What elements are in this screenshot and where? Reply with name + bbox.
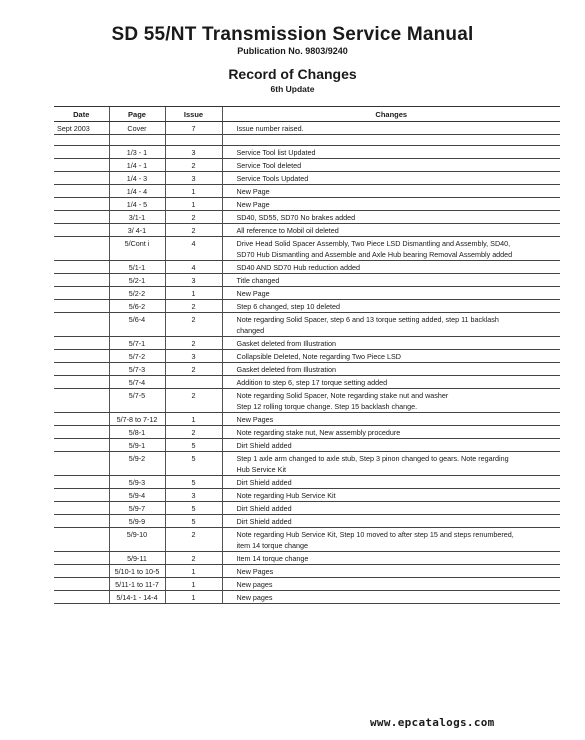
change-line: New Pages xyxy=(236,415,274,424)
change-line: New pages xyxy=(236,580,273,589)
table-row xyxy=(54,337,560,350)
page-cell: 5/9-4 xyxy=(109,489,165,502)
table-row xyxy=(54,426,560,439)
issue-cell: 1 xyxy=(165,287,222,300)
table-row xyxy=(54,300,560,313)
issue-cell: 1 xyxy=(165,185,222,198)
table-row xyxy=(54,261,560,274)
page-cell: 5/9-9 xyxy=(109,515,165,528)
page-cell: 5/9-11 xyxy=(109,552,165,565)
changes-cell xyxy=(222,146,560,159)
issue-cell: 2 xyxy=(165,389,222,413)
date-cell xyxy=(54,376,109,389)
date-cell xyxy=(54,237,109,261)
date-cell xyxy=(54,300,109,313)
issue-cell: 2 xyxy=(165,211,222,224)
issue-cell: 2 xyxy=(165,159,222,172)
table-row xyxy=(54,287,560,300)
changes-cell xyxy=(222,376,560,389)
table-row xyxy=(54,350,560,363)
table-row xyxy=(54,237,560,261)
changes-cell xyxy=(222,591,560,604)
date-cell xyxy=(54,287,109,300)
changes-cell xyxy=(222,211,560,224)
changes-cell xyxy=(222,274,560,287)
change-line: New Page xyxy=(236,200,270,209)
issue-cell xyxy=(165,135,222,146)
table-row xyxy=(54,313,560,337)
column-header-page: Page xyxy=(109,107,165,122)
table-row xyxy=(54,159,560,172)
table-row xyxy=(54,452,560,476)
change-line: changed xyxy=(236,326,265,335)
change-line: Addition to step 6, step 17 torque setting added xyxy=(236,378,388,387)
page-cell: 5/7-1 xyxy=(109,337,165,350)
change-line: SD40, SD55, SD70 No brakes added xyxy=(236,213,356,222)
column-header-date: Date xyxy=(54,107,109,122)
page-cell: 5/7-2 xyxy=(109,350,165,363)
table-header-row xyxy=(54,107,560,122)
section-title: Record of Changes xyxy=(228,66,357,82)
column-header-issue: Issue xyxy=(165,107,222,122)
issue-cell: 2 xyxy=(165,552,222,565)
table-row xyxy=(54,565,560,578)
date-cell xyxy=(54,565,109,578)
change-line: Step 12 rolling torque change. Step 15 backlash change. xyxy=(236,402,418,411)
date-cell xyxy=(54,261,109,274)
issue-cell: 7 xyxy=(165,122,222,135)
changes-cell xyxy=(222,198,560,211)
date-cell xyxy=(54,313,109,337)
column-header-changes: Changes xyxy=(222,107,560,122)
date-cell xyxy=(54,389,109,413)
table-row xyxy=(54,515,560,528)
date-cell xyxy=(54,350,109,363)
date-cell xyxy=(54,211,109,224)
changes-cell xyxy=(222,489,560,502)
date-cell xyxy=(54,439,109,452)
change-line: Service Tool list Updated xyxy=(236,148,316,157)
issue-cell: 3 xyxy=(165,146,222,159)
changes-cell xyxy=(222,300,560,313)
change-line: Gasket deleted from Illustration xyxy=(236,365,336,374)
changes-cell xyxy=(222,135,560,146)
change-line: All reference to Mobil oil deleted xyxy=(236,226,339,235)
page-cell: 1/4 - 4 xyxy=(109,185,165,198)
change-line: Note regarding Solid Spacer, Note regarding stake nut and washer xyxy=(236,391,449,400)
issue-cell: 1 xyxy=(165,198,222,211)
changes-cell xyxy=(222,313,560,337)
table-row xyxy=(54,413,560,426)
page-cell: 5/9-1 xyxy=(109,439,165,452)
change-line: Service Tools Updated xyxy=(236,174,309,183)
changes-cell xyxy=(222,452,560,476)
page-cell: 5/2-1 xyxy=(109,274,165,287)
page-cell: 5/7-4 xyxy=(109,376,165,389)
issue-cell: 3 xyxy=(165,350,222,363)
table-row xyxy=(54,552,560,565)
date-cell xyxy=(54,198,109,211)
issue-cell: 2 xyxy=(165,426,222,439)
issue-cell: 3 xyxy=(165,172,222,185)
date-cell xyxy=(54,146,109,159)
change-line: Dirt Shield added xyxy=(236,441,292,450)
table-row xyxy=(54,198,560,211)
change-line: Service Tool deleted xyxy=(236,161,302,170)
date-cell xyxy=(54,578,109,591)
change-line: New pages xyxy=(236,593,273,602)
page-cell: 5/7-3 xyxy=(109,363,165,376)
issue-cell: 2 xyxy=(165,300,222,313)
page-cell: 5/9-3 xyxy=(109,476,165,489)
issue-cell: 1 xyxy=(165,578,222,591)
table-row xyxy=(54,591,560,604)
changes-cell xyxy=(222,363,560,376)
changes-table xyxy=(54,106,560,604)
table-row xyxy=(54,172,560,185)
change-line: Dirt Shield added xyxy=(236,517,292,526)
issue-cell: 4 xyxy=(165,237,222,261)
changes-cell xyxy=(222,261,560,274)
change-line: Drive Head Solid Spacer Assembly, Two Piece LSD Dismantling and Assembly, SD40, xyxy=(236,239,511,248)
page-cell: 5/9-10 xyxy=(109,528,165,552)
change-line: Note regarding Hub Service Kit xyxy=(236,491,336,500)
page-cell: 1/4 - 5 xyxy=(109,198,165,211)
table-row xyxy=(54,528,560,552)
page-cell: 5/6-4 xyxy=(109,313,165,337)
changes-cell xyxy=(222,565,560,578)
changes-cell xyxy=(222,528,560,552)
issue-cell: 2 xyxy=(165,313,222,337)
table-row xyxy=(54,122,560,135)
changes-cell xyxy=(222,439,560,452)
changes-cell xyxy=(222,159,560,172)
page-cell: 3/1-1 xyxy=(109,211,165,224)
change-line: SD40 AND SD70 Hub reduction added xyxy=(236,263,360,272)
change-line: Note regarding stake nut, New assembly procedure xyxy=(236,428,401,437)
date-cell xyxy=(54,476,109,489)
change-line: Collapsible Deleted, Note regarding Two Piece LSD xyxy=(236,352,401,361)
change-line: SD70 Hub Dismantling and Assemble and Axle Hub bearing Removal Assembly added xyxy=(236,250,513,259)
changes-cell xyxy=(222,172,560,185)
page-cell: 5/7-5 xyxy=(109,389,165,413)
date-cell xyxy=(54,426,109,439)
changes-cell xyxy=(222,426,560,439)
table-row xyxy=(54,439,560,452)
issue-cell: 5 xyxy=(165,476,222,489)
date-cell xyxy=(54,159,109,172)
date-cell xyxy=(54,591,109,604)
date-cell xyxy=(54,135,109,146)
table-row xyxy=(54,489,560,502)
changes-cell xyxy=(222,515,560,528)
page-cell: 5/8-1 xyxy=(109,426,165,439)
changes-cell xyxy=(222,224,560,237)
table-row xyxy=(54,578,560,591)
date-cell xyxy=(54,172,109,185)
issue-cell: 1 xyxy=(165,413,222,426)
page-cell: 5/9-7 xyxy=(109,502,165,515)
page-cell: 5/1-1 xyxy=(109,261,165,274)
changes-cell xyxy=(222,413,560,426)
page-cell: 5/10-1 to 10-5 xyxy=(109,565,165,578)
page-cell: 5/6-2 xyxy=(109,300,165,313)
change-line: New Page xyxy=(236,187,270,196)
date-cell xyxy=(54,515,109,528)
issue-cell: 2 xyxy=(165,363,222,376)
changes-cell xyxy=(222,237,560,261)
date-cell xyxy=(54,224,109,237)
change-line: New Pages xyxy=(236,567,274,576)
update-label: 6th Update xyxy=(270,84,315,94)
date-cell xyxy=(54,337,109,350)
website-watermark: www.epcatalogs.com xyxy=(370,716,495,729)
date-cell: Sept 2003 xyxy=(54,122,109,135)
table-row xyxy=(54,224,560,237)
page-cell: 5/2-2 xyxy=(109,287,165,300)
table-body xyxy=(54,122,560,604)
table-row xyxy=(54,502,560,515)
change-line: Step 1 axle arm changed to axle stub, Step 3 pinon changed to gears. Note regarding xyxy=(236,454,509,463)
date-cell xyxy=(54,452,109,476)
change-line: Title changed xyxy=(236,276,280,285)
page-cell: 1/4 - 3 xyxy=(109,172,165,185)
date-cell xyxy=(54,552,109,565)
changes-cell xyxy=(222,122,560,135)
issue-cell: 1 xyxy=(165,565,222,578)
issue-cell xyxy=(165,376,222,389)
page-cell: 5/14-1 - 14-4 xyxy=(109,591,165,604)
table-row xyxy=(54,146,560,159)
table-row xyxy=(54,476,560,489)
table-row xyxy=(54,363,560,376)
change-line: item 14 torque change xyxy=(236,541,309,550)
publication-number: Publication No. 9803/9240 xyxy=(237,46,348,56)
issue-cell: 5 xyxy=(165,502,222,515)
change-line: Dirt Shield added xyxy=(236,504,292,513)
changes-cell xyxy=(222,389,560,413)
change-line: Note regarding Hub Service Kit, Step 10 moved to after step 15 and steps renumbered, xyxy=(236,530,514,539)
page-title: SD 55/NT Transmission Service Manual xyxy=(111,24,474,45)
date-cell xyxy=(54,413,109,426)
issue-cell: 3 xyxy=(165,489,222,502)
issue-cell: 1 xyxy=(165,591,222,604)
change-line: Hub Service Kit xyxy=(236,465,287,474)
changes-cell xyxy=(222,552,560,565)
table-row xyxy=(54,135,560,146)
issue-cell: 5 xyxy=(165,452,222,476)
date-cell xyxy=(54,363,109,376)
page-cell: 1/4 - 1 xyxy=(109,159,165,172)
issue-cell: 4 xyxy=(165,261,222,274)
page-cell: 5/7-8 to 7-12 xyxy=(109,413,165,426)
changes-cell xyxy=(222,185,560,198)
change-line: Issue number raised. xyxy=(236,124,304,133)
change-line: New Page xyxy=(236,289,270,298)
date-cell xyxy=(54,274,109,287)
change-line: Note regarding Solid Spacer, step 6 and 13 torque setting added, step 11 backlash xyxy=(236,315,499,324)
page-cell: 3/ 4-1 xyxy=(109,224,165,237)
issue-cell: 2 xyxy=(165,337,222,350)
changes-cell xyxy=(222,578,560,591)
page-cell: 5/Cont i xyxy=(109,237,165,261)
page-cell: Cover xyxy=(109,122,165,135)
issue-cell: 5 xyxy=(165,439,222,452)
date-cell xyxy=(54,502,109,515)
change-line: Gasket deleted from Illustration xyxy=(236,339,336,348)
issue-cell: 3 xyxy=(165,274,222,287)
change-line: Step 6 changed, step 10 deleted xyxy=(236,302,341,311)
page-cell xyxy=(109,135,165,146)
issue-cell: 2 xyxy=(165,528,222,552)
table-row xyxy=(54,274,560,287)
table-row xyxy=(54,376,560,389)
page-cell: 5/11-1 to 11-7 xyxy=(109,578,165,591)
issue-cell: 5 xyxy=(165,515,222,528)
table-row xyxy=(54,389,560,413)
change-line: Item 14 torque change xyxy=(236,554,309,563)
changes-cell xyxy=(222,502,560,515)
change-line: Dirt Shield added xyxy=(236,478,292,487)
date-cell xyxy=(54,489,109,502)
changes-cell xyxy=(222,287,560,300)
issue-cell: 2 xyxy=(165,224,222,237)
table-row xyxy=(54,185,560,198)
changes-cell xyxy=(222,350,560,363)
changes-cell xyxy=(222,337,560,350)
table-row xyxy=(54,211,560,224)
page-cell: 5/9-2 xyxy=(109,452,165,476)
date-cell xyxy=(54,185,109,198)
page-cell: 1/3 - 1 xyxy=(109,146,165,159)
changes-cell xyxy=(222,476,560,489)
date-cell xyxy=(54,528,109,552)
